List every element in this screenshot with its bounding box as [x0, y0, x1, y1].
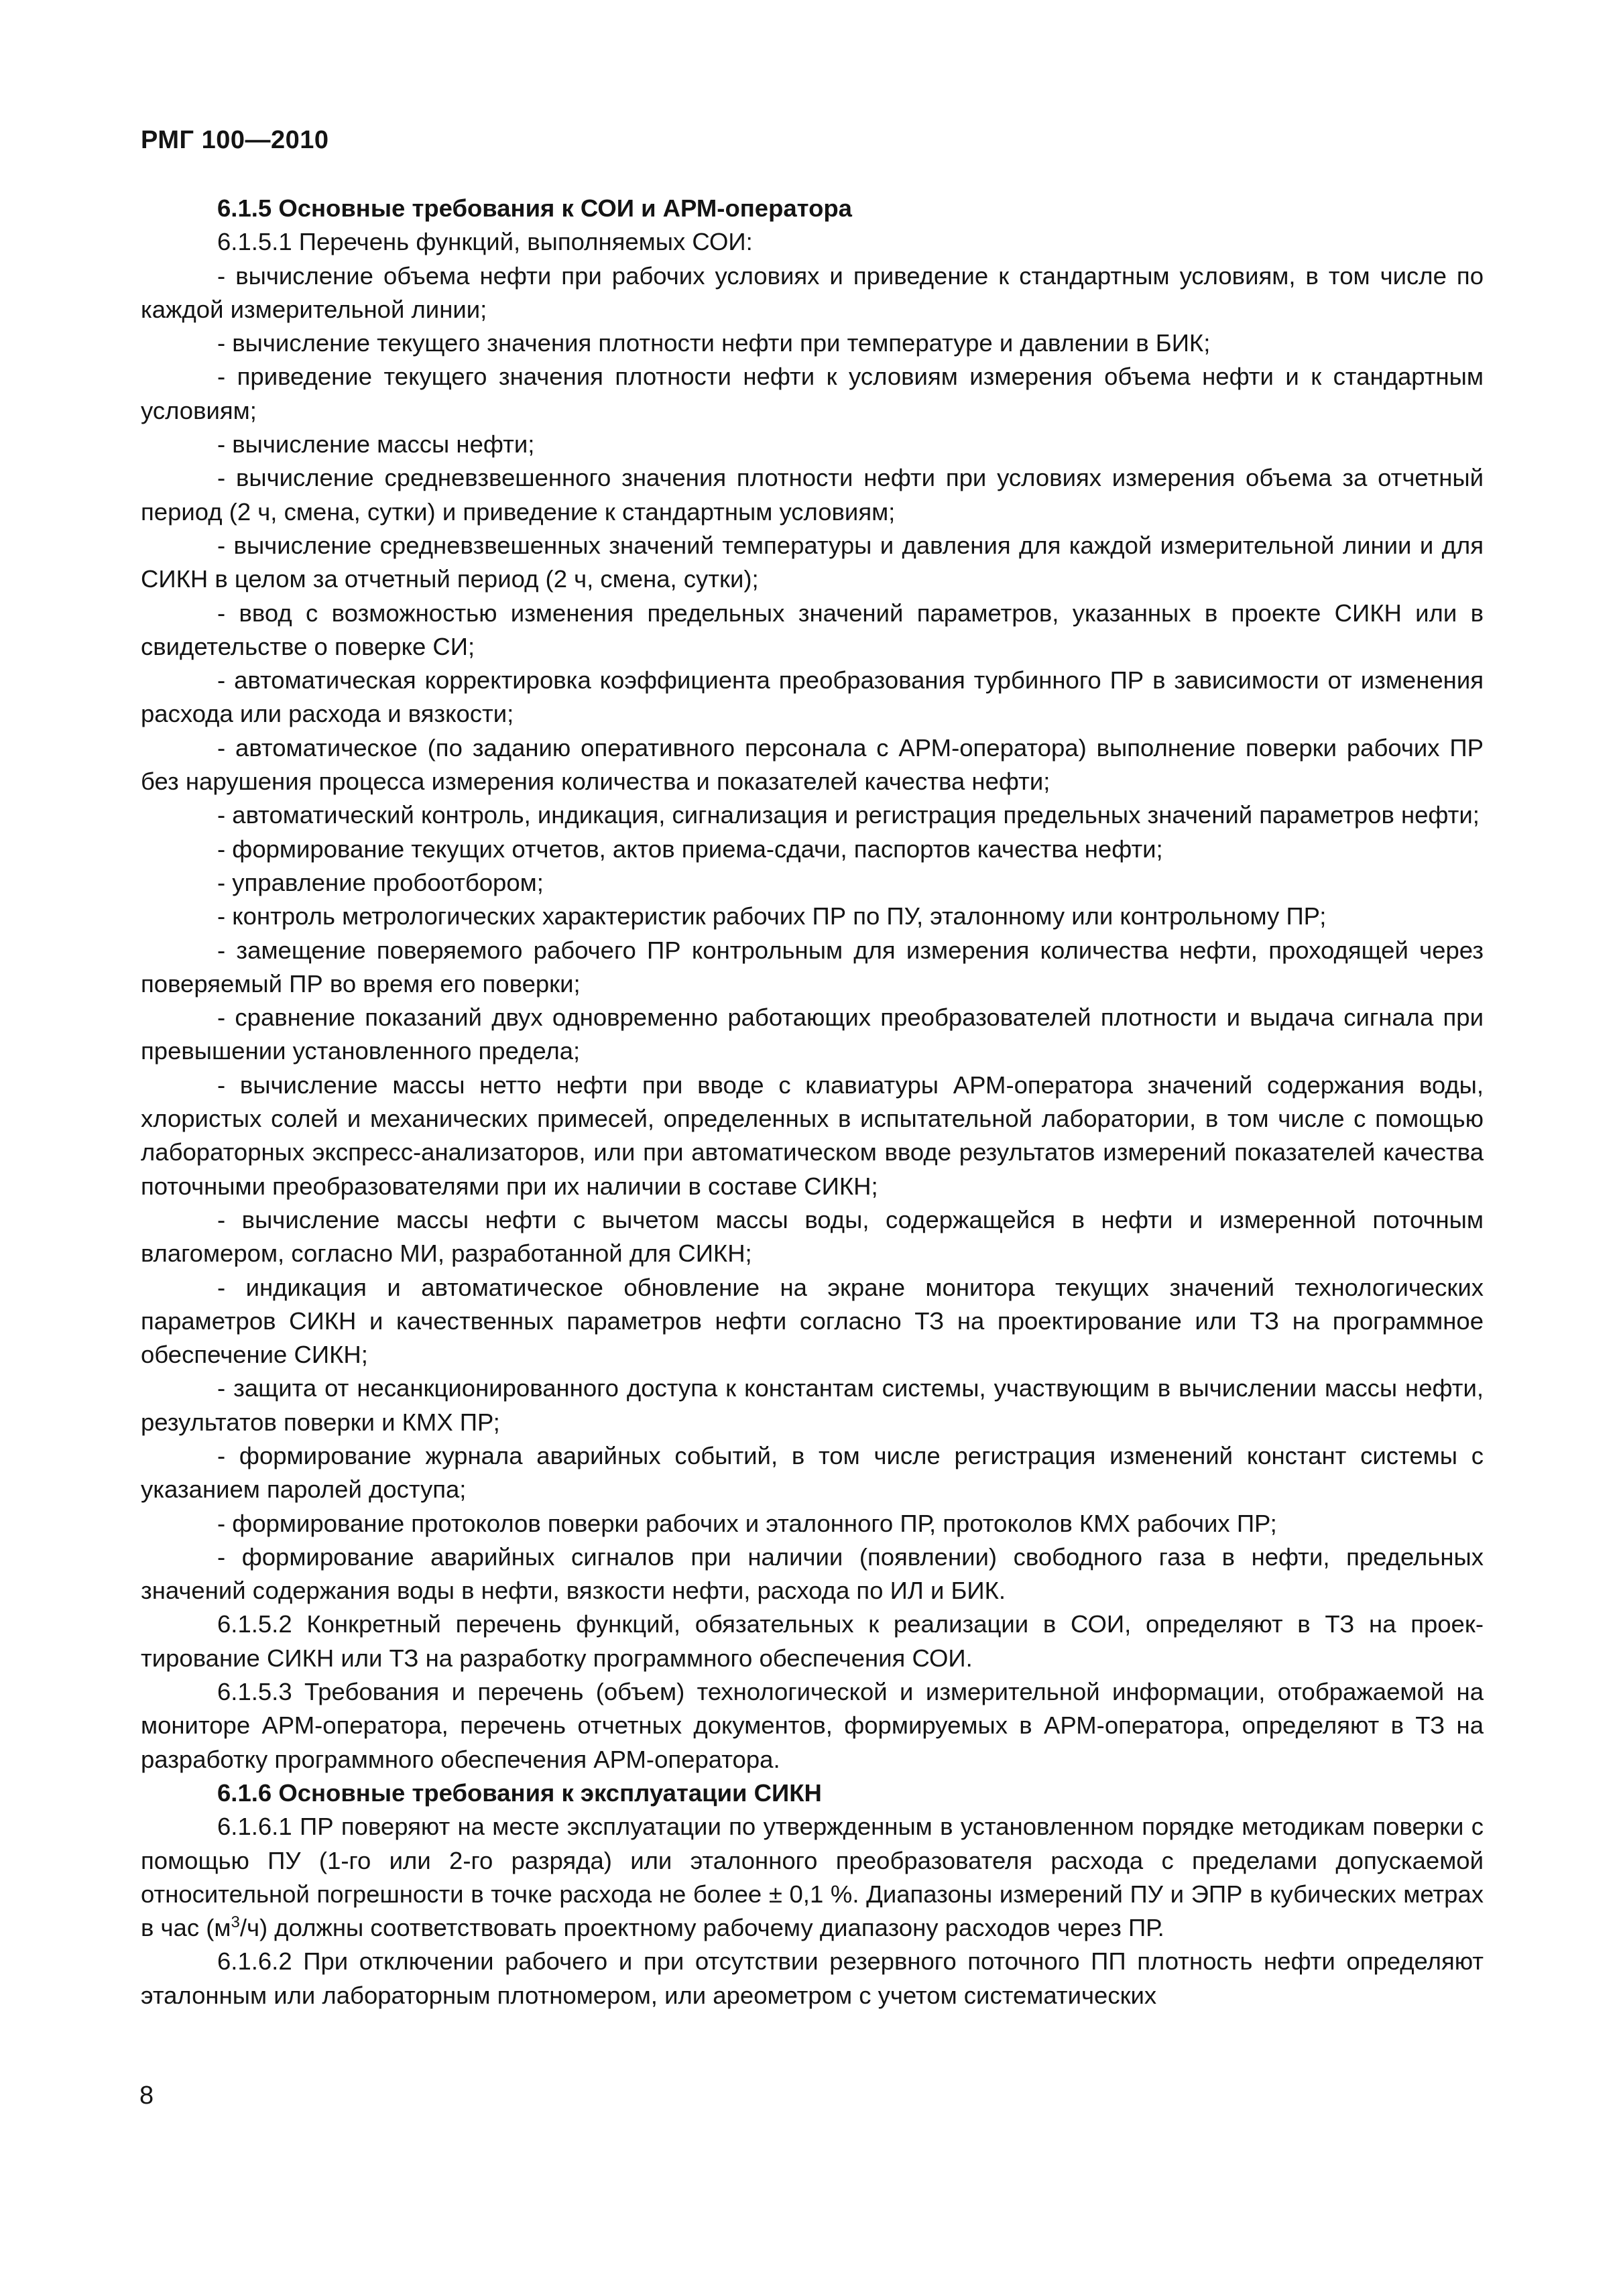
list-item: - формирование протоколов поверки рабочих и эталонного ПР, протоколов КМХ рабочих ПР; [217, 1509, 1277, 1537]
list-item: - формирование журнала аварийных событий, в том числе регистрация изменений констант системы с указанием паролей доступа; [141, 1441, 1484, 1504]
list-item: - вычисление объема нефти при рабочих условиях и приведение к стандартным условиям, в том числе по каждой измерительной линии; [141, 261, 1484, 323]
paragraph [141, 1810, 1484, 1945]
paragraph-text: 6.1.6.1 ПР поверяют на месте эксплуатации по утвержденным в установленном порядке методикам поверки с помощью ПУ (1-го или 2-го разряда) или эталонного преобразователя расхода с пределами допускаемой относительной погрешности в точке расхода не более ± 0,1 %. Диапазоны измерений ПУ и ЭПР в кубических метрах в час (м [141, 1813, 1484, 1942]
list-item: - ввод с возможностью изменения предельных значений параметров, указанных в проекте СИКН или в свидетельстве о поверке СИ; [141, 599, 1484, 660]
document-code-header: РМГ 100—2010 [141, 126, 329, 154]
paragraph: 6.1.5.2 Конкретный перечень функций, обязательных к реализации в СОИ, определяют в ТЗ на проектирование СИКН или ТЗ на разработку программного обеспечения СОИ. [141, 1610, 1484, 1672]
paragraph: 6.1.6.2 При отключении рабочего и при отсутствии резервного поточного ПП плотность нефти определяют эталонным или лабораторным плотномером, или ареометром с учетом систематических [141, 1947, 1484, 2009]
section-heading-6-1-6: 6.1.6 Основные требования к эксплуатации СИКН [217, 1778, 822, 1807]
list-item: - защита от несанкционированного доступа к константам системы, участвующим в вычислении массы нефти, результатов поверки и КМХ ПР; [141, 1374, 1484, 1436]
section-heading-6-1-5: 6.1.5 Основные требования к СОИ и АРМ-оператора [217, 194, 852, 222]
list-item: - формирование текущих отчетов, актов приема-сдачи, паспортов качества нефти; [217, 835, 1163, 863]
list-item: - вычисление средневзвешенного значения плотности нефти при условиях измерения объема за отчетный период (2 ч, смена, сутки) и приведение к стандартным условиям; [141, 464, 1484, 526]
list-item: - автоматическое (по заданию оперативного персонала с АРМ-оператора) выполнение поверки рабочих ПР без нарушения процесса измерения количества и показателей качества нефти; [141, 733, 1484, 796]
list-item: - замещение поверяемого рабочего ПР контрольным для измерения количества нефти, проходящей через поверяемый ПР во время его поверки; [141, 936, 1484, 998]
list-item: - вычисление текущего значения плотности нефти при температуре и давлении в БИК; [217, 329, 1211, 357]
paragraph: 6.1.5.1 Перечень функций, выполняемых СОИ: [217, 228, 753, 256]
list-item: - индикация и автоматическое обновление на экране монитора текущих значений технологических параметров СИКН и качественных параметров нефти согласно ТЗ на проектирование или ТЗ на программное обеспечение СИКН; [141, 1273, 1484, 1369]
list-item: - приведение текущего значения плотности нефти к условиям измерения объема нефти и к стандартным условиям; [141, 363, 1484, 424]
paragraph-text: /ч) должны соответствовать проектному рабочему диапазону расходов через ПР. [239, 1914, 1164, 1942]
list-item: - вычисление массы нетто нефти при вводе с клавиатуры АРМ-оператора значений содержания воды, хлористых солей и механических примесей, определенных в испытательной лаборатории, в том числе с помощью лабораторных экспресс-анализаторов, или при автоматическом вводе результатов измерений показателей качества поточными преобразователями при их наличии в составе СИКН; [141, 1071, 1484, 1200]
list-item: - управление пробоотбором; [217, 868, 544, 896]
superscript-exponent: 3 [231, 1913, 240, 1931]
document-body [141, 192, 1484, 2012]
list-item: - вычисление массы нефти с вычетом массы воды, содержащейся в нефти и измеренной поточным влагомером, согласно МИ, разработанной для СИКН; [141, 1205, 1484, 1268]
list-item: - контроль метрологических характеристик рабочих ПР по ПУ, эталонному или контрольному ПР; [217, 902, 1327, 930]
list-item: - сравнение показаний двух одновременно работающих преобразователей плотности и выдача сигнала при превышении установленного предела; [141, 1004, 1484, 1065]
list-item: - вычисление средневзвешенных значений температуры и давления для каждой измерительной линии и для СИКН в целом за отчетный период (2 ч, смена, сутки); [141, 531, 1484, 593]
list-item: - формирование аварийных сигналов при наличии (появлении) свободного газа в нефти, предельных значений содержания воды в нефти, вязкости нефти, расхода по ИЛ и БИК. [141, 1543, 1484, 1605]
list-item: - автоматическая корректировка коэффициента преобразования турбинного ПР в зависимости от изменения расхода или расхода и вязкости; [141, 666, 1484, 728]
list-item: - вычисление массы нефти; [217, 430, 535, 459]
list-item: - автоматический контроль, индикация, сигнализация и регистрация предельных значений параметров нефти; [217, 801, 1480, 829]
page-number: 8 [139, 2081, 154, 2110]
paragraph: 6.1.5.3 Требования и перечень (объем) технологической и измерительной информации, отображаемой на мониторе АРМ-оператора, перечень отчетных документов, формируемых в АРМ-оператора, определяют в ТЗ на разработку программного обеспечения АРМ-оператора. [141, 1678, 1484, 1773]
